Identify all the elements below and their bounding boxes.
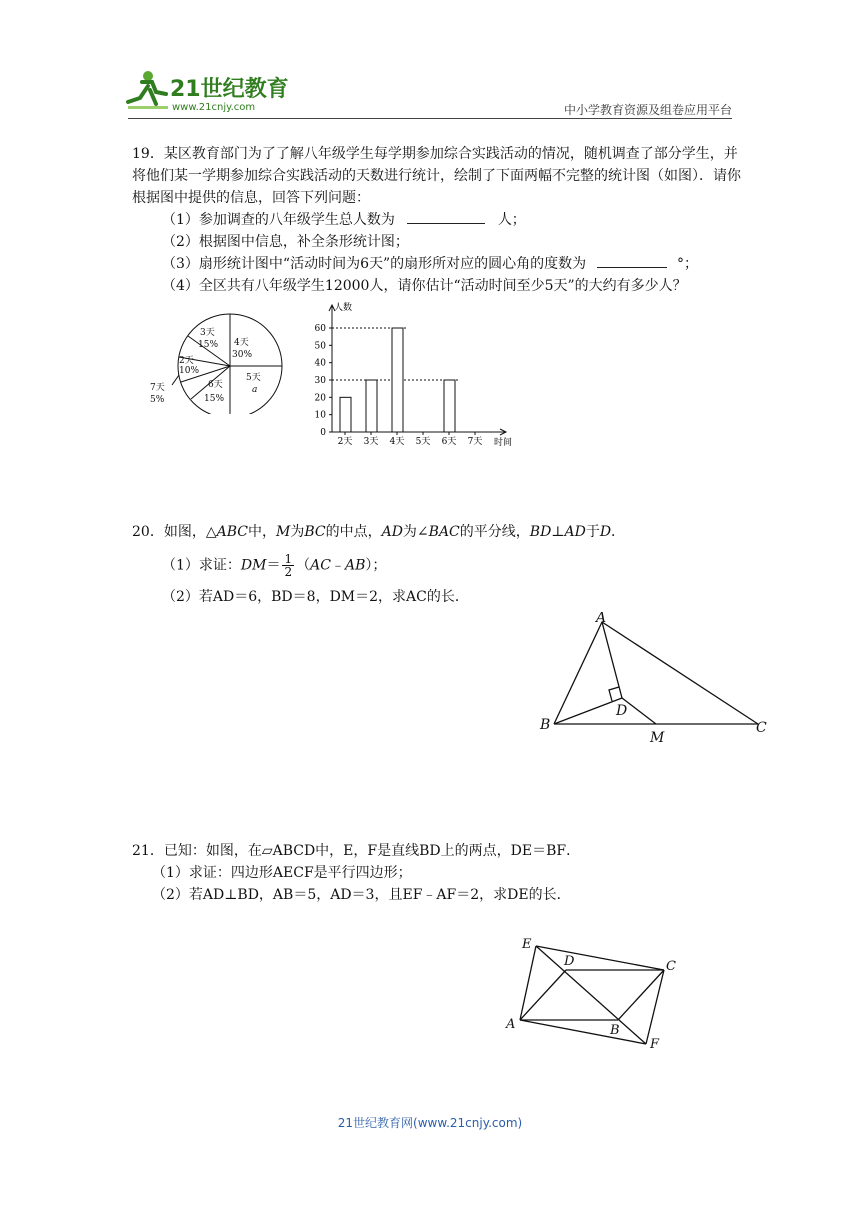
q21-stem: 21．已知：如图，在▱ABCD中，E，F是直线BD上的两点，DE＝BF． (132, 843, 581, 859)
q20-stem-part: 的平分线， (459, 524, 530, 540)
q19-item-2: （2）根据图中信息，补全条形统计图； (162, 234, 409, 250)
q19-item-1-unit: 人； (497, 212, 526, 228)
answer-blank-3[interactable] (597, 253, 667, 268)
label-D: D (564, 954, 575, 969)
y-tick-label: 50 (314, 341, 326, 352)
y-axis-label: 人数 (334, 303, 353, 313)
logo-url: www.21cnjy.com (172, 102, 256, 113)
label-D: D (616, 703, 628, 719)
q20-stem (132, 521, 742, 543)
pie-label-5d: 5天 (246, 373, 261, 383)
q20-stem-part: 20．如图，△ (132, 524, 217, 540)
bar (366, 380, 377, 432)
label-E: E (522, 937, 532, 952)
y-tick-label: 0 (320, 428, 326, 438)
q20-var: ABC (216, 524, 248, 540)
q20-stem-part: 的中点， (325, 524, 382, 540)
q19-item-3-text: （3）扇形统计图中“活动时间为6天”的扇形所对应的圆心角的度数为 (162, 256, 587, 272)
q20-eq: ＝ (266, 557, 281, 574)
question-20 (132, 521, 742, 608)
label-A: A (506, 1017, 516, 1032)
pie-pct-6d: 15% (204, 394, 225, 404)
x-axis-label: 时间 (494, 438, 513, 448)
q19-intro: 19．某区教育部门为了了解八年级学生每学期参加综合实践活动的情况，随机调查了部分学生，并将他们某一学期参加综合实践活动的天数进行统计，绘制了下面两幅不完整的统计图（如图）．请你根据图中提供的信息，回答下列问题： (132, 146, 741, 206)
label-C: C (666, 959, 676, 974)
x-tick-label: 3天 (363, 437, 379, 447)
bar (340, 397, 351, 432)
logo-text: 21世纪教育 (170, 77, 289, 102)
q19-item-1-text: （1）参加调查的八年级学生总人数为 (162, 212, 395, 228)
pie-label-2d: 2天 (179, 356, 194, 366)
pie-chart (146, 312, 288, 414)
question-19 (132, 143, 742, 297)
q20-var: DM (240, 557, 267, 574)
x-tick-label: 2天 (337, 437, 353, 447)
pie-pct-2d: 10% (179, 366, 200, 376)
q21-item-1: （1）求证：四边形AECF是平行四边形； (152, 865, 412, 881)
q20-stem-part: 中， (247, 524, 276, 540)
fraction-numerator: 1 (284, 552, 293, 566)
x-tick-label: 6天 (441, 437, 457, 447)
x-tick-label: 7天 (467, 437, 483, 447)
pie-label-6d: 6天 (208, 380, 223, 390)
q21-item-2: （2）若AD⊥BD，AB＝5，AD＝3，且EF﹣AF＝2，求DE的长． (152, 887, 571, 903)
parallelogram-figure (500, 932, 690, 1052)
q20-var: AD (381, 524, 403, 540)
label-B: B (540, 717, 551, 733)
label-A: A (596, 612, 607, 626)
answer-blank-1[interactable] (407, 209, 485, 224)
question-21 (132, 840, 742, 906)
pie-pct-7d: 5% (150, 395, 165, 405)
runner-logo-icon (120, 66, 290, 116)
label-C: C (756, 720, 767, 736)
pie-label-7d: 7天 (150, 383, 165, 393)
bar-chart (308, 300, 520, 450)
q20-item-1 (132, 553, 742, 578)
y-tick-label: 10 (314, 410, 326, 421)
y-tick-label: 60 (314, 324, 326, 334)
header-divider (128, 118, 732, 119)
q20-var: D (599, 524, 612, 540)
q20-paren: （ (296, 557, 311, 574)
label-B: B (610, 1023, 620, 1038)
bar (392, 328, 403, 432)
q19-item-1 (132, 209, 742, 231)
q19-item-4: （4）全区共有八年级学生12000人，请你估计“活动时间至少5天”的大约有多少人？ (162, 278, 687, 294)
pie-pct-5d: a (252, 385, 258, 395)
x-tick-label: 4天 (389, 437, 405, 447)
label-M: M (650, 730, 665, 746)
pie-label-3d: 3天 (200, 328, 215, 338)
q20-paren: ）； (365, 557, 387, 574)
q20-stem-part: ． (611, 524, 626, 540)
q20-item-1-text: （1）求证： (162, 557, 241, 574)
q20-stem-part: 为 (290, 524, 305, 540)
q20-stem-part: 为∠ (402, 524, 429, 540)
q20-var: AB (344, 557, 366, 574)
pie-pct-4d: 30% (232, 350, 253, 360)
y-tick-label: 40 (314, 358, 326, 369)
site-logo (120, 66, 290, 116)
fraction-denominator: 2 (284, 565, 293, 579)
q20-minus: ﹣ (330, 557, 345, 574)
header-tagline: 中小学教育资源及组卷应用平台 (563, 103, 732, 117)
q20-var: BC (304, 524, 326, 540)
y-tick-label: 20 (314, 393, 326, 404)
pie-pct-3d: 15% (198, 340, 219, 350)
q20-var: AC (310, 557, 331, 574)
fraction (282, 553, 294, 578)
q20-stem-part: ⊥ (551, 524, 565, 540)
y-tick-label: 30 (314, 376, 326, 386)
q20-stem-part: 于 (585, 524, 600, 540)
footer-link[interactable]: 21世纪教育网(www.21cnjy.com) (337, 1116, 523, 1130)
bar (444, 380, 455, 432)
q20-var: AD (564, 524, 586, 540)
q20-item-2: （2）若AD＝6，BD＝8，DM＝2，求AC的长． (162, 589, 469, 605)
q20-var: BAC (428, 524, 460, 540)
q20-var: BD (529, 524, 552, 540)
pie-label-4d: 4天 (234, 338, 249, 348)
q20-var: M (275, 524, 291, 540)
q19-item-3 (132, 253, 742, 275)
q19-item-3-unit: °； (677, 256, 699, 272)
x-tick-label: 5天 (415, 437, 431, 447)
label-F: F (650, 1037, 660, 1052)
triangle-figure (536, 612, 776, 752)
